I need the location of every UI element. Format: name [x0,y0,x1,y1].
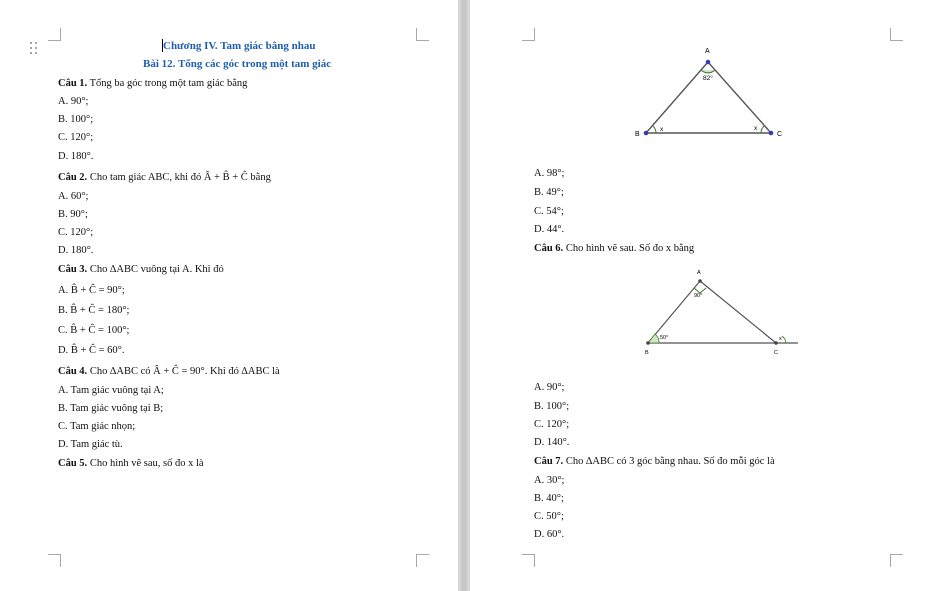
option: A. 60°; [58,191,89,202]
question-label: Câu 2. [58,172,88,183]
option: C. Tam giác nhọn; [58,421,136,432]
angle-label-b: x [660,126,664,133]
angle-arc-a [701,70,715,73]
option: D. Tam giác tù. [58,439,123,450]
angle-arc-c [761,126,764,133]
question-text: Cho hình vẽ sau. Số đo x bằng [565,243,695,254]
option: D. 180°. [58,245,94,256]
crop-mark [48,554,61,567]
question-text: Cho ∆ABC có 3 góc bằng nhau. Số đo mỗi góc là [565,456,775,467]
angle-label-b: 50° [660,335,669,341]
option: A. 98°; [534,168,565,179]
vertex-point [706,60,711,65]
question-text: Tổng ba góc trong một tam giác bằng [89,78,248,89]
question-label: Câu 1. [58,78,88,89]
angle-label-c: x [754,125,758,132]
option: A. 30°; [534,475,565,486]
option: C. B̂ + Ĉ = 100°; [58,325,130,336]
vertical-scrollbar[interactable] [461,0,467,591]
vertex-label-b: B [645,350,649,356]
question-label: Câu 4. [58,366,88,377]
question-label: Câu 5. [58,458,88,469]
option: A. Tam giác vuông tại A; [58,385,164,396]
triangle-outline [648,281,776,343]
crop-mark [890,28,903,41]
option: A. 90°; [58,96,89,107]
question-text: Cho ∆ABC vuông tại A. Khi đó [89,264,224,275]
chapter-title: Chương IV. Tam giác bằng nhau [163,40,316,52]
question-label: Câu 6. [534,243,564,254]
option: C. 120°; [58,132,94,143]
crop-mark [48,28,61,41]
option: C. 120°; [58,227,94,238]
crop-mark [890,554,903,567]
option: B. B̂ + Ĉ = 180°; [58,305,130,316]
option: A. 90°; [534,382,565,393]
vertex-label-c: C [777,131,783,138]
document-page-1 [0,0,458,591]
option: B. Tam giác vuông tại B; [58,403,164,414]
vertex-point [769,131,774,136]
vertex-label-a: A [697,270,701,276]
angle-label-x: x [779,336,782,342]
vertex-label-a: A [705,48,710,55]
angle-arc-b [648,334,659,343]
question-2 [58,171,271,184]
option: A. B̂ + Ĉ = 90°; [58,285,125,296]
crop-mark [416,554,429,567]
option: D. 60°. [534,529,565,540]
option: D. B̂ + Ĉ = 60°. [58,345,125,356]
question-1 [58,77,247,90]
question-text: Cho hình vẽ sau, số đo x là [89,458,204,469]
vertex-point [646,341,650,345]
triangle-figure-2 [638,266,808,370]
question-5 [58,457,204,470]
option: D. 180°. [58,151,94,162]
option: C. 50°; [534,511,564,522]
option: C. 120°; [534,419,570,430]
crop-mark [416,28,429,41]
vertex-point [644,131,649,136]
option: B. 100°; [58,114,94,125]
option: B. 49°; [534,187,564,198]
option: D. 44°. [534,224,565,235]
vertex-label-b: B [635,131,640,138]
question-6 [534,242,694,255]
vertex-label-c: C [774,350,778,356]
option: C. 54°; [534,206,564,217]
angle-arc-x [782,336,786,343]
question-3 [58,263,224,276]
angle-label-a: 82° [703,75,713,82]
triangle-figure-1 [630,42,790,142]
crop-mark [522,28,535,41]
lesson-title: Bài 12. Tổng các góc trong một tam giác [143,58,332,70]
option: D. 140°. [534,437,570,448]
question-7 [534,455,775,468]
crop-mark [522,554,535,567]
drag-handle-icon[interactable] [30,42,38,56]
angle-arc-b [653,126,656,133]
question-label: Câu 3. [58,264,88,275]
question-label: Câu 7. [534,456,564,467]
question-text: Cho tam giác ABC, khi đó Â + B̂ + Ĉ bằng [89,172,271,183]
question-text: Cho ∆ABC có Â + Ĉ = 90°. Khi đó ∆ABC là [89,366,280,377]
vertex-point [698,279,702,283]
document-page-2 [470,0,930,591]
vertex-point [774,341,778,345]
angle-label-a: 90° [694,293,703,299]
option: B. 90°; [58,209,88,220]
question-4 [58,365,280,378]
option: B. 100°; [534,401,570,412]
option: B. 40°; [534,493,564,504]
